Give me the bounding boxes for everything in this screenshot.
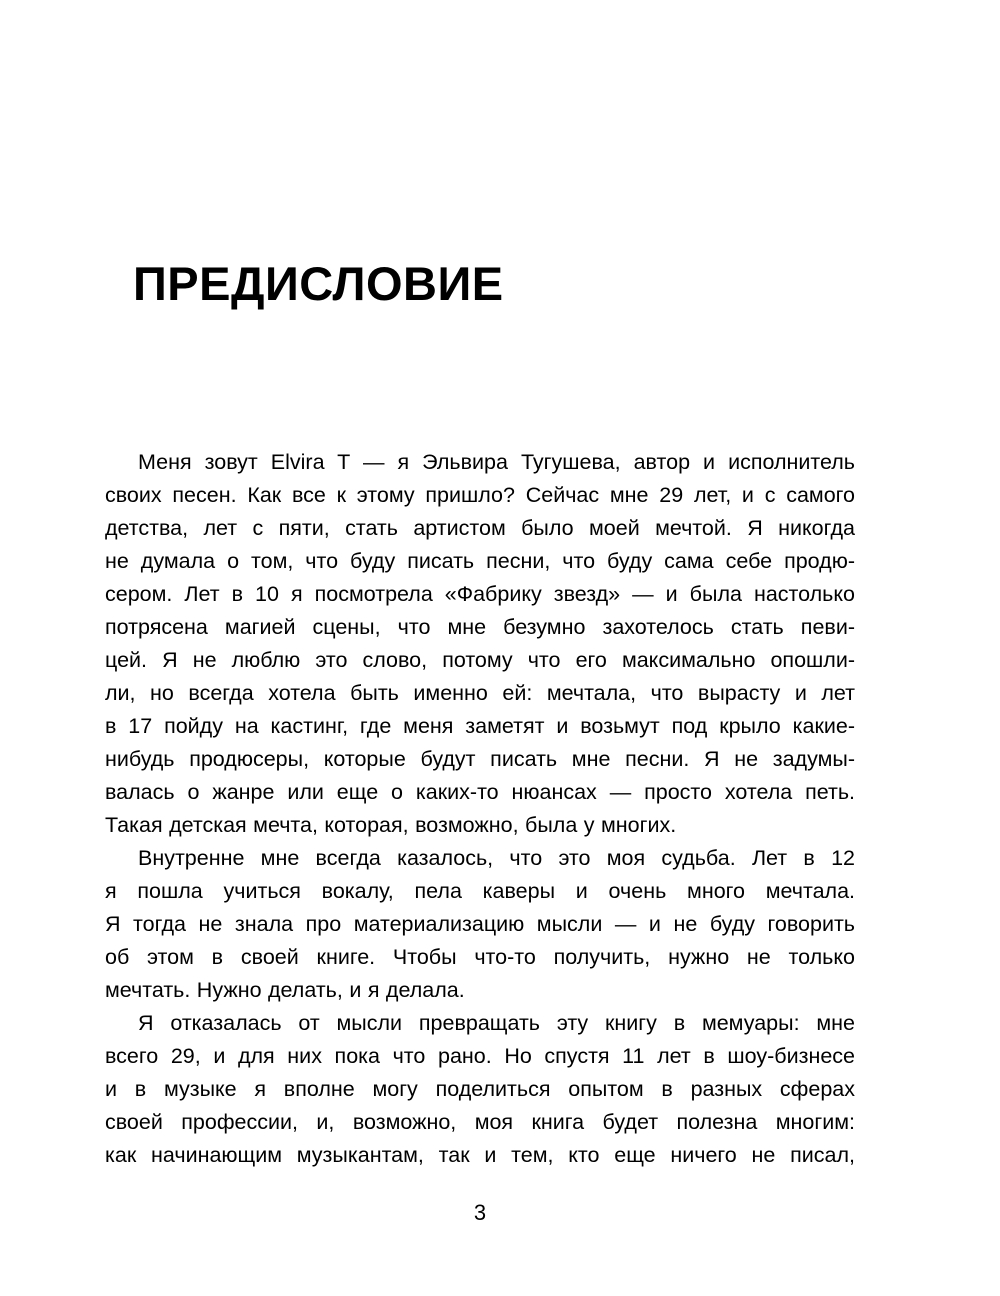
text-line: и в музыке я вполне могу поделиться опытом в разных сферах — [105, 1077, 855, 1101]
text-line: валась о жанре или еще о каких-то нюансах — просто хотела петь. — [105, 780, 855, 804]
text-line: своих песен. Как все к этому пришло? Сейчас мне 29 лет, и с самого — [105, 483, 855, 507]
text-line: потрясена магией сцены, что мне безумно захотелось стать певи- — [105, 615, 855, 639]
text-line: я пошла учиться вокалу, пела каверы и очень много мечтала. — [105, 879, 855, 903]
page-number: 3 — [473, 1200, 487, 1225]
text-line: Я тогда не знала про материализацию мысли — и не буду говорить — [105, 912, 855, 936]
paragraph — [105, 1007, 855, 1172]
text-line: Я отказалась от мысли превращать эту книгу в мемуары: мне — [138, 1011, 855, 1035]
paragraph — [105, 446, 855, 842]
text-line: Внутренне мне всегда казалось, что это моя судьба. Лет в 12 — [138, 846, 855, 870]
text-line: не думала о том, что буду писать песни, что буду сама себе продю- — [105, 549, 855, 573]
text-line: цей. Я не люблю это слово, потому что его максимально опошли- — [105, 648, 855, 672]
text-line: в 17 пойду на кастинг, где меня заметят и возьмут под крыло какие- — [105, 714, 855, 738]
text-line: всего 29, и для них пока что рано. Но спустя 11 лет в шоу-бизнесе — [105, 1044, 855, 1068]
text-line: детства, лет с пяти, стать артистом было моей мечтой. Я никогда — [105, 516, 855, 540]
paragraph — [105, 842, 855, 1007]
text-line: своей профессии, и, возможно, моя книга будет полезна многим: — [105, 1110, 855, 1134]
text-line: Меня зовут Elvira T — я Эльвира Тугушева, автор и исполнитель — [138, 450, 855, 474]
chapter-title: ПРЕДИСЛОВИЕ — [133, 257, 504, 310]
text-line: ли, но всегда хотела быть именно ей: мечтала, что вырасту и лет — [105, 681, 855, 705]
text-line: мечтать. Нужно делать, и я делала. — [105, 978, 465, 1002]
text-line: об этом в своей книге. Чтобы что-то получить, нужно не только — [105, 945, 855, 969]
text-line: сером. Лет в 10 я посмотрела «Фабрику звезд» — и была настолько — [105, 582, 855, 606]
text-line: Такая детская мечта, которая, возможно, была у многих. — [105, 813, 677, 837]
text-line: как начинающим музыкантам, так и тем, кто еще ничего не писал, — [105, 1143, 855, 1167]
body-text — [105, 446, 855, 1172]
text-line: нибудь продюсеры, которые будут писать мне песни. Я не задумы- — [105, 747, 855, 771]
